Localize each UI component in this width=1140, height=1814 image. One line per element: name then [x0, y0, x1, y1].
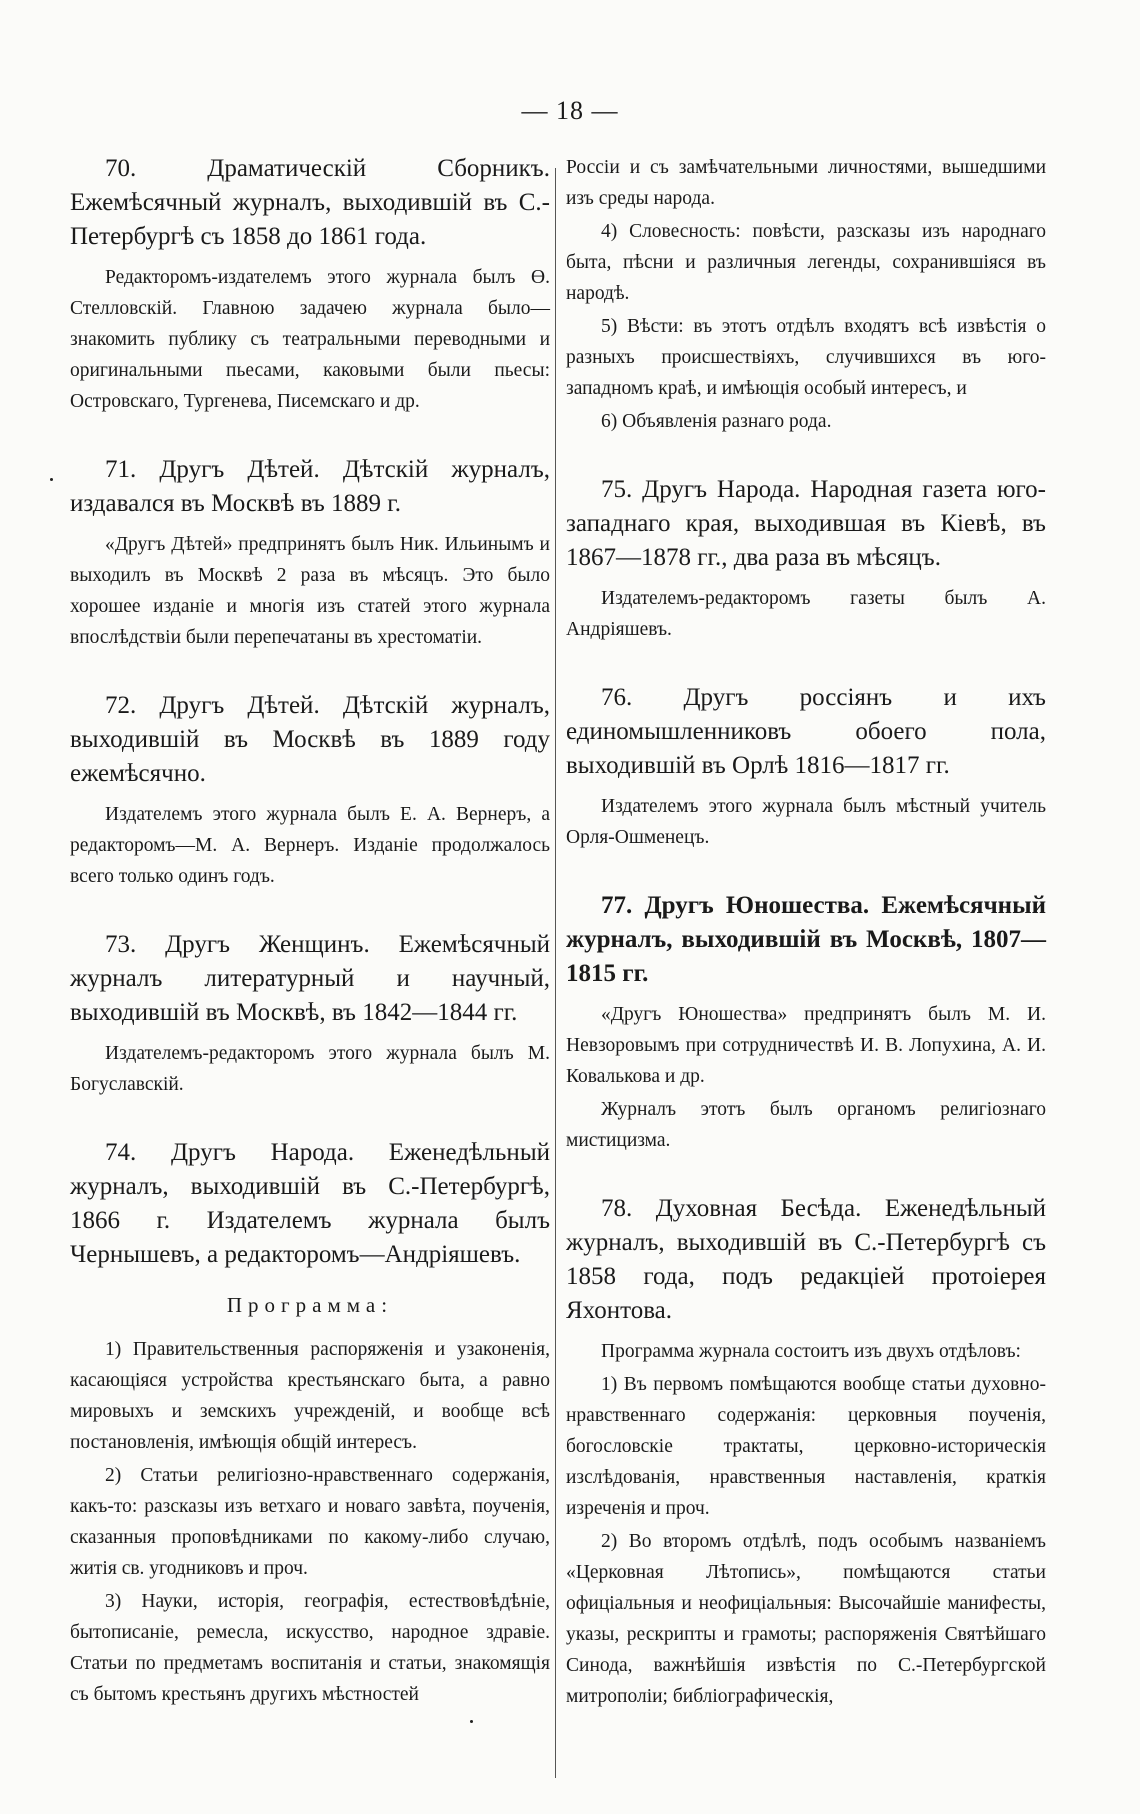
- entry-heading: 71. Другъ Дѣтей. Дѣтскій журналъ, издавался въ Москвѣ въ 1889 г.: [70, 456, 550, 517]
- entry-heading: 73. Другъ Женщинъ. Ежемѣсячный журналъ литературный и научный, выходившій въ Москвѣ, въ 1842—1844 гг.: [70, 931, 550, 1026]
- entry-77: [566, 889, 1046, 1156]
- program-section: [70, 1290, 550, 1710]
- ink-speck: [50, 478, 53, 481]
- program-title: Программа:: [226, 1293, 394, 1317]
- program-item: 6) Объявленія разнаго рода.: [601, 411, 832, 432]
- entry-body: Программа журнала состоитъ изъ двухъ отдѣловъ:: [601, 1341, 1021, 1362]
- entry-72: [70, 689, 550, 892]
- left-column: [70, 152, 550, 1712]
- entry-body: Издателемъ-редакторомъ этого журнала былъ М. Богуславскій.: [70, 1043, 550, 1095]
- entry-body: Редакторомъ-издателемъ этого журнала былъ Ө. Стелловскій. Главною задачею журнала было—знакомить публику съ театральными переводными и оригинальными пьесами, каковыми были пьесы: Островскаго, Тургенева, Писемскаго и др.: [70, 267, 550, 412]
- entry-78: [566, 1192, 1046, 1712]
- program-item: 1) Правительственныя распоряженія и узаконенія, касающіяся устройства крестьянскаго быта, а равно мировыхъ и земскихъ учрежденій, и вообще всѣ постановленія, имѣющія общій интересъ.: [70, 1339, 550, 1453]
- entry-heading: 77. Другъ Юношества. Ежемѣсячный журналъ, выходившій въ Москвѣ, 1807—1815 гг.: [566, 892, 1046, 987]
- entry-body: Издателемъ-редакторомъ газеты былъ А. Андріяшевъ.: [566, 588, 1046, 640]
- program-item: 3) Науки, исторія, географія, естествовѣдѣніе, бытописаніе, ремесла, искусство, народное здравіе. Статьи по предметамъ воспитанія и статьи, знакомящія съ бытомъ крестьянъ другихъ мѣстностей: [70, 1591, 550, 1705]
- entry-body: 1) Въ первомъ помѣщаются вообще статьи духовно-нравственнаго содержанія: церковныя поученія, богословскіе трактаты, церковно-историческія изслѣдованія, нравственныя наставленія, краткія изреченія и проч.: [566, 1374, 1046, 1519]
- right-column: [566, 152, 1046, 1748]
- entry-76: [566, 681, 1046, 853]
- entry-heading: 70. Драматическій Сборникъ. Ежемѣсячный журналъ, выходившій въ С.-Петербургѣ съ 1858 до 1861 года.: [70, 155, 550, 250]
- entry-heading: 76. Другъ россіянъ и ихъ единомышленниковъ обоего пола, выходившій въ Орлѣ 1816—1817 гг.: [566, 684, 1046, 779]
- entry-body: «Другъ Дѣтей» предпринятъ былъ Ник. Ильинымъ и выходилъ въ Москвѣ 2 раза въ мѣсяцъ. Это было хорошее изданіе и многія изъ статей этого журнала впослѣдствіи были перепечатаны въ хрестоматіи.: [70, 534, 550, 648]
- entry-body: Журналъ этотъ былъ органомъ религіознаго мистицизма.: [566, 1099, 1046, 1151]
- entry-71: [70, 453, 550, 653]
- entry-73: [70, 928, 550, 1100]
- entry-70: [70, 152, 550, 417]
- program-item: 4) Словесность: повѣсти, разсказы изъ народнаго быта, пѣсни и различныя легенды, сохранившіяся въ народѣ.: [566, 221, 1046, 304]
- program-item: 5) Вѣсти: въ этотъ отдѣлъ входятъ всѣ извѣстія о разныхъ происшествіяхъ, случившихся въ юго-западномъ краѣ, и имѣющія особый интересъ, и: [566, 316, 1046, 399]
- page-number: — 18 —: [521, 96, 619, 125]
- entry-heading: 74. Другъ Народа. Еженедѣльный журналъ, выходившій въ С.-Петербургѣ, 1866 г. Издателемъ журнала былъ Чернышевъ, а редакторомъ—Андріяшевъ.: [70, 1139, 550, 1268]
- entry-75: [566, 473, 1046, 645]
- program-item: 2) Статьи религіозно-нравственнаго содержанія, какъ-то: разсказы изъ ветхаго и новаго завѣта, поученія, сказанныя проповѣдниками по какому-либо случаю, житія св. угодниковъ и проч.: [70, 1465, 550, 1579]
- program-continued: [566, 152, 1046, 437]
- ink-speck: [470, 1720, 473, 1723]
- entry-body: Издателемъ этого журнала былъ Е. А. Вернеръ, а редакторомъ—М. А. Вернеръ. Изданіе продолжалось всего только одинъ годъ.: [70, 804, 550, 887]
- entry-heading: 78. Духовная Бесѣда. Еженедѣльный журналъ, выходившій въ С.-Петербургѣ съ 1858 года, подъ редакціей протоіерея Яхонтова.: [566, 1195, 1046, 1324]
- program-item: Россіи и съ замѣчательными личностями, вышедшими изъ среды народа.: [566, 157, 1046, 209]
- entry-heading: 75. Другъ Народа. Народная газета юго-западнаго края, выходившая въ Кіевѣ, въ 1867—1878 гг., два раза въ мѣсяцъ.: [566, 476, 1046, 571]
- entry-body: 2) Во второмъ отдѣлѣ, подъ особымъ названіемъ «Церковная Лѣтопись», помѣщаются статьи офиціальныя и неофиціальныя: Высочайшіе манифесты, указы, рескрипты и грамоты; распоряженія Святѣйшаго Синода, важнѣйшія извѣстія по С.-Петербургской митрополіи; библіографическія,: [566, 1531, 1046, 1707]
- entry-74: [70, 1136, 550, 1272]
- column-divider: [555, 168, 556, 1778]
- entry-body: Издателемъ этого журнала былъ мѣстный учитель Орля-Ошменецъ.: [566, 796, 1046, 848]
- entry-heading: 72. Другъ Дѣтей. Дѣтскій журналъ, выходившій въ Москвѣ въ 1889 году ежемѣсячно.: [70, 692, 550, 787]
- entry-body: «Другъ Юношества» предпринятъ былъ М. И. Невзоровымъ при сотрудничествѣ И. В. Лопухина, А. И. Ковалькова и др.: [566, 1004, 1046, 1087]
